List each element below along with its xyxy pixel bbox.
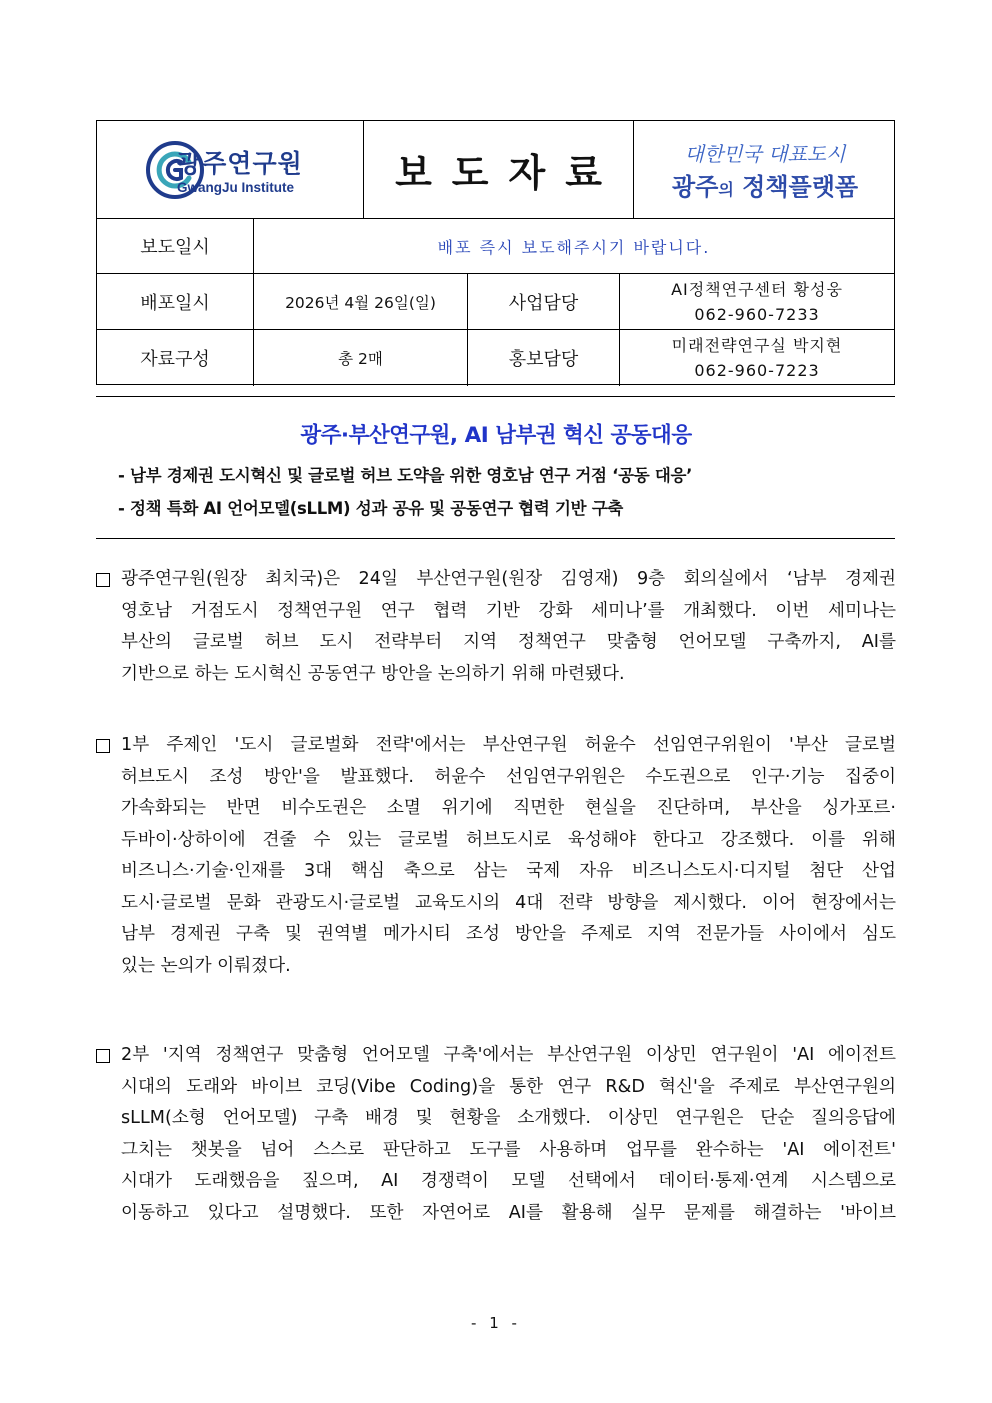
paragraph-line: 비즈니스·기술·인재를 3대 핵심 축으로 삼는 국제 자유 비즈니스도시·디지털 첨단 산업 <box>121 861 896 881</box>
header-title-row <box>97 121 894 219</box>
distribution-row <box>97 274 894 330</box>
article-paragraph-3 <box>96 1040 896 1229</box>
paragraph-line: 허브도시 조성 방안'을 발표했다. 허윤수 선임연구위원은 수도권으로 인구·기능 집중이 <box>121 766 896 787</box>
project-manager-value-cell <box>619 274 894 329</box>
paragraph-line: 남부 경제권 구축 및 권역별 메가시티 조성 방안을 주제로 지역 전문가들 사이에서 심도 <box>121 924 896 944</box>
materials-value-cell <box>253 330 467 386</box>
slogan-top: 대한민국 대표도시 <box>684 141 846 166</box>
paragraph-line-text: 광주연구원(원장 최치국)은 24일 부산연구원(원장 김영재) 9층 회의실에서 ‘남부 경제권 <box>121 569 896 589</box>
paragraph-line: 가속화되는 반면 비수도권은 소멸 위기에 직면한 현실을 진단하며, 부산을 싱가포르· <box>121 798 896 818</box>
slogan-bottom <box>672 167 858 202</box>
press-release-header-table <box>96 120 895 385</box>
report-date-value-cell <box>253 219 894 273</box>
institute-name-en: GwangJu Institute <box>177 180 295 195</box>
paragraph-line: 두바이·상하이에 견줄 수 있는 글로벌 허브도시로 육성해야 한다고 강조했다. 이를 위해 <box>121 829 896 850</box>
paragraph-line <box>96 564 896 596</box>
paragraph-line: sLLM(소형 언어모델) 구축 배경 및 현황을 소개했다. 이상민 연구원은 단순 질의응답에 <box>121 1108 896 1128</box>
press-release-title-cell <box>363 121 633 218</box>
project-manager-label: 사업담당 <box>508 292 579 314</box>
distribution-date-label-cell <box>97 274 253 329</box>
pr-manager-name: 미래전략연구실 박지현 <box>671 336 843 355</box>
paragraph-line: 기반으로 하는 도시혁신 공동연구 방안을 논의하기 위해 마련됐다. <box>121 663 625 684</box>
paragraph-line: 시대의 도래와 바이브 코딩(Vibe Coding)을 통한 연구 R&D 혁신'을 주제로 부산연구원의 <box>121 1076 896 1097</box>
paragraph-line-text: 2부 '지역 정책연구 맞춤형 언어모델 구축'에서는 부산연구원 이상민 연구원이 'AI 에이전트 <box>121 1045 896 1065</box>
distribution-date-label: 배포일시 <box>140 292 210 314</box>
paragraph-line: 시대가 도래했음을 짚으며, AI 경쟁력이 모델 선택에서 데이터·통제·연계 시스템으로 <box>121 1171 896 1191</box>
paragraph-line: 이동하고 있다고 설명했다. 또한 자연어로 AI를 활용해 실무 문제를 해결하는 '바이브 <box>121 1202 896 1223</box>
page-number: - 1 - <box>471 1314 521 1332</box>
checkbox-bullet-icon <box>96 1049 110 1063</box>
divider-top <box>96 396 895 397</box>
paragraph-line: 있는 논의가 이뤄졌다. <box>121 955 291 976</box>
paragraph-line: 부산의 글로벌 허브 도시 전략부터 지역 정책연구 맞춤형 언어모델 구축까지, AI를 <box>121 632 896 652</box>
paragraph-line <box>96 1040 896 1072</box>
paragraph-line: 그치는 챗봇을 넘어 스스로 판단하고 도구를 사용하며 업무를 완수하는 'AI 에이전트' <box>121 1139 896 1160</box>
slogan-cell <box>633 121 896 218</box>
report-date-label: 보도일시 <box>140 237 210 258</box>
paragraph-line-text: 1부 주제인 '도시 글로벌화 전략'에서는 부산연구원 허윤수 선임연구위원이 '부산 글로벌 <box>121 735 896 755</box>
pr-manager-label: 홍보담당 <box>508 349 579 370</box>
article-headline: 광주·부산연구원, AI 남부권 혁신 공동대응 <box>300 423 692 448</box>
institute-logo-text <box>177 121 367 218</box>
slogan-city: 광주 <box>671 172 719 201</box>
paragraph-line: 도시·글로벌 문화 관광도시·글로벌 교육도시의 4대 전략 방향을 제시했다. 이어 현장에서는 <box>121 892 896 913</box>
project-manager-label-cell <box>467 274 619 329</box>
paragraph-line: 영호남 거점도시 정책연구원 연구 협력 기반 강화 세미나’를 개최했다. 이번 세미나는 <box>121 600 896 621</box>
report-date-label-cell <box>97 219 253 273</box>
article-subhead-2: - 정책 특화 AI 언어모델(sLLM) 성과 공유 및 공동연구 협력 기반 구축 <box>118 499 623 518</box>
project-manager-phone: 062-960-7233 <box>694 304 820 324</box>
article-subhead-1: - 남부 경제권 도시혁신 및 글로벌 허브 도약을 위한 영호남 연구 거점 ‘공동 대응’ <box>118 466 693 485</box>
report-date-value: 배포 즉시 보도해주시기 바랍니다. <box>437 237 711 257</box>
article-paragraph-2 <box>96 730 896 982</box>
checkbox-bullet-icon <box>96 573 110 587</box>
institute-name-ko: 광주연구원 <box>177 149 303 178</box>
pr-manager-label-cell <box>467 330 619 386</box>
divider-bottom <box>96 538 895 539</box>
pr-manager-phone: 062-960-7223 <box>694 361 820 380</box>
page-title: 보도자료 <box>395 151 622 195</box>
materials-value: 총 2매 <box>338 350 383 368</box>
paragraph-line <box>96 730 896 762</box>
checkbox-bullet-icon <box>96 739 110 753</box>
distribution-date-value-cell <box>253 274 467 329</box>
pr-manager-value-cell <box>619 330 894 386</box>
materials-row <box>97 330 894 386</box>
materials-label-cell <box>97 330 253 386</box>
slogan-particle: 의 <box>718 179 734 199</box>
article-paragraph-1 <box>96 564 896 690</box>
report-date-row <box>97 219 894 274</box>
slogan-platform: 정책플랫폼 <box>742 172 859 201</box>
materials-label: 자료구성 <box>140 349 210 370</box>
distribution-date-value: 2026년 4월 26일(일) <box>285 293 436 312</box>
project-manager-name: AI정책연구센터 황성웅 <box>671 279 843 299</box>
